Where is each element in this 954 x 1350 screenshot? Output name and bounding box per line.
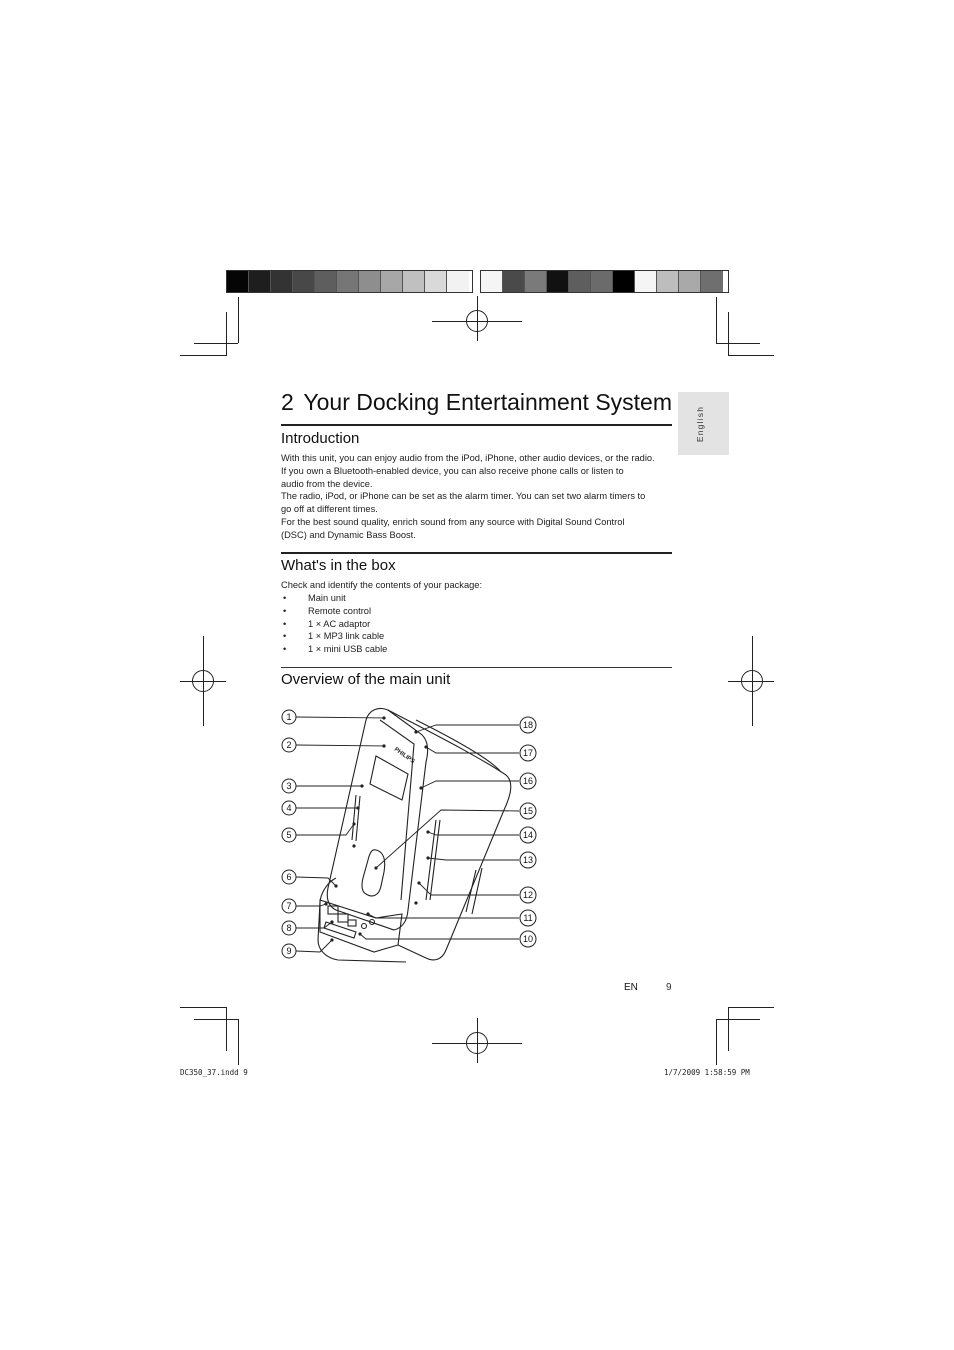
- callout-label: 6: [286, 872, 292, 883]
- crop-mark: [194, 343, 238, 344]
- callout-label: 14: [522, 830, 534, 841]
- color-swatch: [315, 271, 337, 292]
- callout-label: 18: [522, 720, 534, 731]
- crop-mark: [238, 297, 239, 343]
- footer-language: EN: [624, 982, 638, 993]
- chapter-title: [281, 389, 672, 421]
- crop-mark: [238, 1019, 239, 1065]
- slug-file: DC350_37.indd 9: [180, 1068, 248, 1077]
- crop-mark: [716, 1019, 760, 1020]
- color-swatch: [359, 271, 381, 292]
- crop-mark: [716, 1019, 717, 1065]
- crop-mark: [226, 1007, 227, 1051]
- introduction-line: For the best sound quality, enrich sound from any source with Digital Sound Control: [281, 516, 625, 527]
- introduction-heading: Introduction: [281, 430, 360, 447]
- callout-label: 2: [286, 740, 292, 751]
- crop-mark: [226, 312, 227, 356]
- callout-label: 13: [522, 855, 534, 866]
- callout-label: 3: [286, 781, 292, 792]
- color-swatch: [227, 271, 249, 292]
- list-item-text: 1 × AC adaptor: [308, 618, 371, 629]
- crop-mark: [728, 1007, 729, 1051]
- introduction-line: If you own a Bluetooth-enabled device, you can also receive phone calls or listen to: [281, 465, 624, 476]
- crop-mark: [728, 1007, 774, 1008]
- callout-label: 10: [522, 934, 534, 945]
- chapter-title-text: Your Docking Entertainment System: [303, 389, 672, 415]
- introduction-line: (DSC) and Dynamic Bass Boost.: [281, 529, 416, 540]
- callout-label: 16: [522, 776, 534, 787]
- list-item-text: 1 × mini USB cable: [308, 644, 388, 655]
- callout-label: 1: [286, 712, 292, 723]
- box-heading: What's in the box: [281, 557, 396, 574]
- introduction-line: The radio, iPod, or iPhone can be set as the alarm timer. You can set two alarm timers to: [281, 491, 646, 502]
- crop-mark: [728, 355, 774, 356]
- color-swatch: [591, 271, 613, 292]
- color-swatch: [337, 271, 359, 292]
- color-swatch: [293, 271, 315, 292]
- registration-mark: [728, 681, 774, 682]
- color-swatch: [569, 271, 591, 292]
- crop-mark: [716, 343, 760, 344]
- introduction-line: go off at different times.: [281, 504, 378, 515]
- page-number: 9: [666, 982, 672, 993]
- bullet: •: [283, 605, 287, 616]
- callout-label: 15: [522, 806, 534, 817]
- callout-label: 4: [286, 803, 292, 814]
- section-rule: [281, 667, 672, 668]
- slug-date: 1/7/2009 1:58:59 PM: [664, 1068, 750, 1077]
- callout-label: 8: [286, 923, 292, 934]
- color-swatch: [503, 271, 525, 292]
- main-unit-diagram: [276, 700, 546, 975]
- title-rule: [281, 424, 672, 426]
- callouts-right: [520, 717, 536, 947]
- callout-label: 9: [286, 946, 292, 957]
- callout-label: 11: [523, 913, 533, 924]
- registration-mark: [477, 1018, 478, 1063]
- list-item-text: Main unit: [308, 593, 346, 603]
- callout-label: 7: [286, 901, 292, 912]
- bullet: •: [283, 618, 287, 629]
- bullet: •: [283, 631, 287, 642]
- unit-brand-label: PHILIPS: [392, 746, 416, 766]
- list-item-text: Remote control: [308, 605, 372, 616]
- color-swatch: [381, 271, 403, 292]
- callout-label: 12: [522, 890, 534, 901]
- color-swatch: [403, 271, 425, 292]
- color-swatch: [447, 271, 469, 292]
- box-intro: Check and identify the contents of your package:: [281, 580, 483, 590]
- color-swatch: [701, 271, 723, 292]
- callout-label: 17: [522, 748, 534, 759]
- crop-mark: [180, 355, 226, 356]
- crop-mark: [180, 1007, 226, 1008]
- color-swatch: [481, 271, 503, 292]
- color-swatch: [613, 271, 635, 292]
- color-swatch: [271, 271, 293, 292]
- bullet: •: [283, 593, 287, 603]
- crop-mark: [728, 312, 729, 356]
- chapter-number: 2: [281, 389, 294, 415]
- registration-mark: [752, 636, 753, 726]
- language-tab-label: English: [695, 405, 705, 443]
- color-swatch: [425, 271, 447, 292]
- crop-mark: [194, 1019, 238, 1020]
- color-swatch: [525, 271, 547, 292]
- bullet: •: [283, 644, 287, 655]
- registration-mark: [203, 636, 204, 726]
- color-swatch: [679, 271, 701, 292]
- color-bar-right: [480, 270, 729, 293]
- crop-mark: [716, 297, 717, 343]
- color-bar-left: [226, 270, 473, 293]
- section-rule: [281, 552, 672, 554]
- overview-heading: Overview of the main unit: [281, 671, 451, 688]
- callouts-left: [282, 710, 296, 958]
- color-swatch: [547, 271, 569, 292]
- introduction-body: [281, 452, 676, 542]
- introduction-line: With this unit, you can enjoy audio from the iPod, iPhone, other audio devices, or the radio.: [281, 453, 655, 463]
- introduction-line: audio from the device.: [281, 478, 373, 489]
- list-item-text: 1 × MP3 link cable: [308, 631, 385, 642]
- language-tab: [678, 392, 729, 455]
- registration-mark: [477, 296, 478, 341]
- color-swatch: [249, 271, 271, 292]
- color-swatch: [657, 271, 679, 292]
- callout-label: 5: [286, 830, 292, 841]
- color-swatch: [635, 271, 657, 292]
